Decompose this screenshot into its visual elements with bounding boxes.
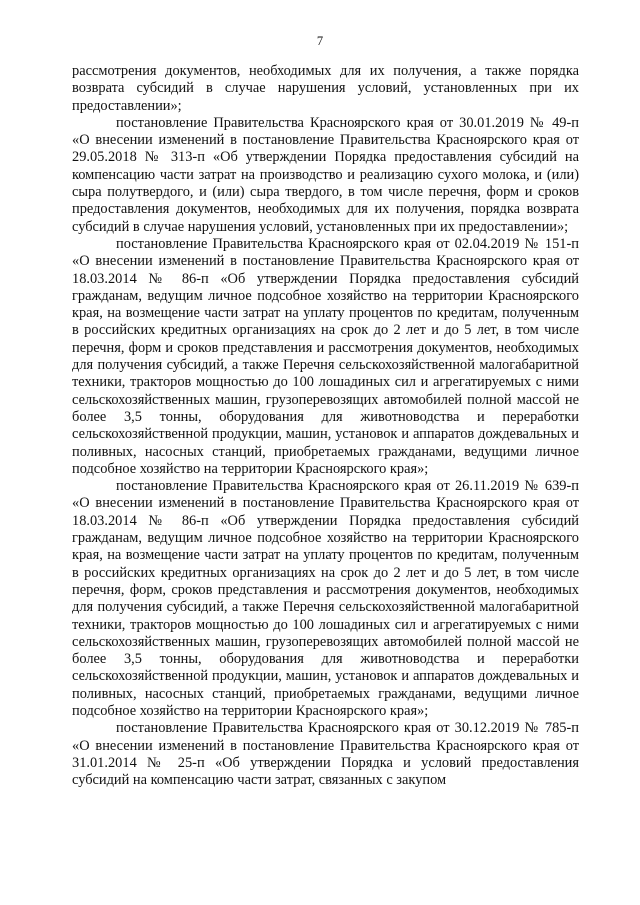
paragraph-resolution-151p: постановление Правительства Красноярского края от 02.04.2019 № 151-п «О внесении изменений в постановление Правительства Красноярского края от 18.03.2014 № 86-п «Об утверждении Порядка предоставления субсидий гражданам, ведущим личное подсобное хозяйство на территории Красноярского края, на возмещение части затрат на уплату процентов по кредитам, полученным в российских кредитных организациях на срок до 2 лет и до 5 лет, в том числе перечня, форм и сроков представления и рассмотрения документов, необходимых для получения субсидий, а также Перечня сельскохозяйственной малогабаритной техники, тракторов мощностью до 100 лошадиных сил и агрегатируемых с ними сельскохозяйственных машин, грузоперевозящих автомобилей полной массой не более 3,5 тонны, оборудования для животноводства и переработки сельскохозяйственной продукции, машин, установок и аппаратов дождевальных и поливных, насосных станций, приобретаемых гражданами, ведущими личное подсобное хозяйство на территории Красноярского края»; [72, 235, 579, 477]
paragraph-resolution-785p: постановление Правительства Красноярского края от 30.12.2019 № 785-п «О внесении изменений в постановление Правительства Красноярского края от 31.01.2014 № 25-п «Об утверждении Порядка и условий предоставления субсидий на компенсацию части затрат, связанных с закупом [72, 720, 579, 789]
paragraph-resolution-639p: постановление Правительства Красноярского края от 26.11.2019 № 639-п «О внесении изменений в постановление Правительства Красноярского края от 18.03.2014 № 86-п «Об утверждении Порядка предоставления субсидий гражданам, ведущим личное подсобное хозяйство на территории Красноярского края, на возмещение части затрат на уплату процентов по кредитам, полученным в российских кредитных организациях на срок до 2 лет и до 5 лет, в том числе перечня, форм, сроков представления и рассмотрения документов, необходимых для получения субсидий, а также Перечня сельскохозяйственной малогабаритной техники, тракторов мощностью до 100 лошадиных сил и агрегатируемых с ними сельскохозяйственных машин, грузоперевозящих автомобилей полной массой не более 3,5 тонны, оборудования для животноводства и переработки сельскохозяйственной продукции, машин, установок и аппаратов дождевальных и поливных, насосных станций, приобретаемых гражданами, ведущими личное подсобное хозяйство на территории Красноярского края»; [72, 478, 579, 719]
paragraph-resolution-49p: постановление Правительства Красноярского края от 30.01.2019 № 49-п «О внесении изменений в постановление Правительства Красноярского края от 29.05.2018 № 313-п «Об утверждении Порядка предоставления субсидий на компенсацию части затрат на производство и реализацию сухого молока, и (или) сыра полутвердого, и (или) сыра твердого, в том числе перечня, форм и сроков предоставления документов, необходимых для их получения, порядка возврата субсидий в случае нарушения условий, установленных при их предоставлении»; [72, 114, 579, 235]
page-number: 7 [316, 34, 324, 48]
document-body [72, 63, 579, 789]
paragraph-continuation: рассмотрения документов, необходимых для их получения, а также порядка возврата субсидий в случае нарушения условий, установленных при их предоставлении»; [72, 63, 579, 114]
